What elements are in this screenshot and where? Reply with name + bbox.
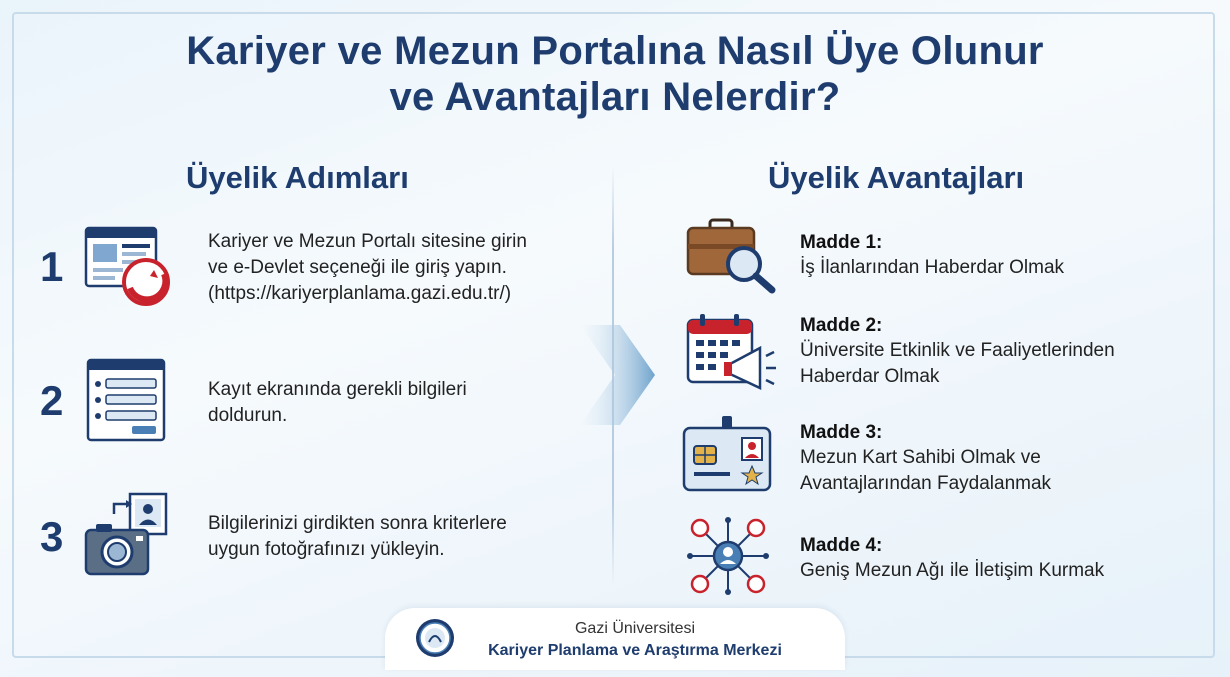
step-1-line-1: Kariyer ve Mezun Portalı sitesine girin	[208, 231, 527, 252]
briefcase-search-icon	[686, 218, 778, 299]
advantage-3-line-1: Mezun Kart Sahibi Olmak ve	[800, 447, 1041, 468]
advantage-2-line-2: Haberdar Olmak	[800, 366, 940, 387]
step-3-line-2: uygun fotoğrafınızı yükleyin.	[208, 539, 445, 560]
id-card-icon	[682, 414, 774, 499]
step-1-number: 1	[40, 243, 64, 290]
step-3-line-1: Bilgilerinizi girdikten sonra kriterlere	[208, 513, 507, 534]
advantage-2-title: Madde 2:	[800, 315, 883, 336]
advantage-4	[800, 533, 1200, 584]
title-line-2: ve Avantajları Nelerdir?	[389, 75, 841, 119]
advantage-1	[800, 230, 1200, 281]
form-icon	[86, 358, 166, 447]
chevron-right-icon	[570, 320, 660, 435]
advantage-3-title: Madde 3:	[800, 422, 883, 443]
step-1-text	[208, 229, 588, 307]
advantage-1-title: Madde 1:	[800, 232, 883, 253]
step-2-number: 2	[40, 377, 64, 424]
footer	[385, 608, 845, 670]
advantage-2-text	[800, 338, 1200, 390]
footer-university: Gazi Üniversitesi	[574, 620, 696, 637]
network-icon	[686, 516, 770, 601]
calendar-megaphone-icon	[686, 312, 778, 397]
step-3-number: 3	[40, 513, 64, 560]
title-line-1: Kariyer ve Mezun Portalına Nasıl Üye Olunur	[186, 29, 1044, 73]
footer-center: Kariyer Planlama ve Araştırma Merkezi	[488, 642, 782, 659]
advantage-4-line-1: Geniş Mezun Ağı ile İletişim Kurmak	[800, 560, 1105, 581]
advantage-2-line-1: Üniversite Etkinlik ve Faaliyetlerinden	[800, 340, 1115, 361]
advantage-1-line-1: İş İlanlarından Haberdar Olmak	[800, 257, 1065, 278]
web-portal-icon	[84, 226, 180, 311]
step-2-line-1: Kayıt ekranında gerekli bilgileri	[208, 379, 467, 400]
advantage-3	[800, 420, 1200, 497]
step-1-line-2: ve e-Devlet seçeneği ile giriş yapın.	[208, 257, 507, 278]
advantage-3-text	[800, 445, 1200, 497]
advantage-4-title: Madde 4:	[800, 535, 883, 556]
step-2-text	[208, 377, 588, 429]
advantage-2	[800, 313, 1200, 390]
page-title	[0, 28, 1230, 120]
step-1-line-3: (https://kariyerplanlama.gazi.edu.tr/)	[208, 283, 512, 304]
university-seal-icon	[415, 618, 455, 663]
camera-photo-icon	[84, 492, 172, 583]
advantage-1-text	[800, 255, 1200, 281]
advantage-3-line-2: Avantajlarından Faydalanmak	[800, 473, 1052, 494]
advantages-heading: Üyelik Avantajları	[768, 160, 1025, 195]
advantage-4-text	[800, 558, 1200, 584]
step-2-line-2: doldurun.	[208, 405, 288, 426]
step-3-text	[208, 511, 588, 563]
steps-heading: Üyelik Adımları	[186, 160, 409, 195]
